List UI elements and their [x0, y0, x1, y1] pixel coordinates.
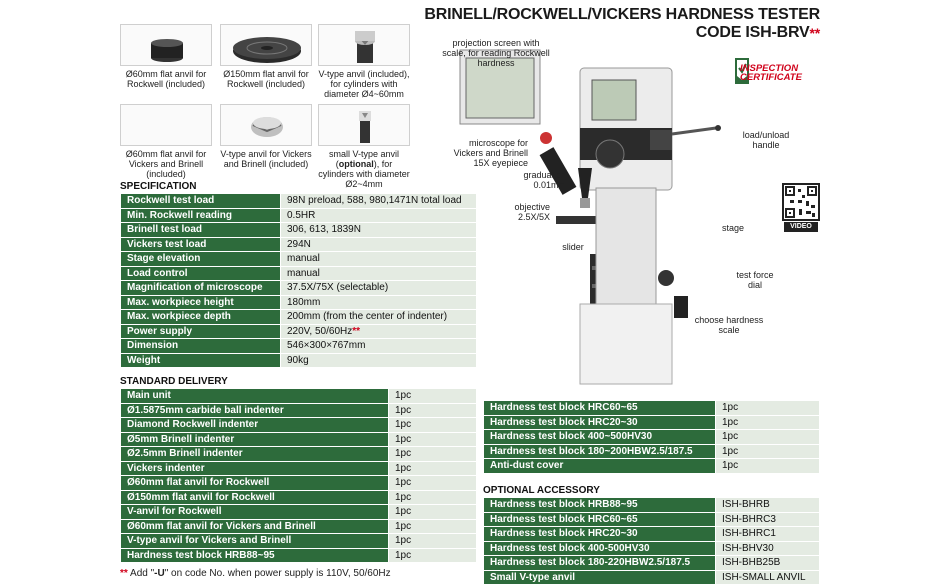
row-value	[716, 527, 820, 542]
table-row	[121, 223, 477, 238]
optional-accessory-heading: OPTIONAL ACCESSORY	[483, 485, 600, 496]
table-row	[121, 476, 477, 491]
anvil-card	[318, 104, 410, 189]
row-label: Ø60mm flat anvil for Rockwell	[121, 476, 389, 491]
qr-code-icon[interactable]	[782, 183, 820, 221]
row-value-text: ISH-BHRC1	[722, 528, 776, 540]
row-value-text: 1pc	[722, 416, 739, 428]
table-row	[484, 556, 820, 571]
row-value-text: manual	[287, 253, 320, 265]
table-row	[121, 505, 477, 520]
row-value-text: 1pc	[395, 549, 412, 561]
row-label: Hardness test block HRC60~65	[484, 401, 716, 416]
microscope-callout: microscope for Vickers and Brinell 15X eyepiece	[453, 138, 528, 168]
row-value-text: 220V, 50/60Hz	[287, 325, 353, 337]
standard-delivery-table	[120, 388, 477, 563]
row-label: Ø60mm flat anvil for Vickers and Brinell	[121, 519, 389, 534]
table-row	[121, 432, 477, 447]
row-value	[389, 461, 477, 476]
standard-delivery-table-continued	[483, 400, 820, 474]
slider-callout: slider	[562, 242, 584, 252]
row-value-text: 1pc	[722, 402, 739, 414]
table-row	[121, 403, 477, 418]
hardness-tester-image	[430, 38, 730, 388]
table-row	[121, 324, 477, 339]
row-label: Stage elevation	[121, 252, 281, 267]
row-value	[716, 512, 820, 527]
row-value-text: 1pc	[395, 433, 412, 445]
row-value	[389, 519, 477, 534]
row-value	[389, 534, 477, 549]
row-value-text: 180mm	[287, 296, 321, 308]
row-value	[389, 548, 477, 563]
table-row	[121, 461, 477, 476]
row-value	[716, 444, 820, 459]
table-row	[121, 266, 477, 281]
row-label: Hardness test block HRC60~65	[484, 512, 716, 527]
table-row	[484, 415, 820, 430]
row-value	[716, 541, 820, 556]
table-row	[484, 570, 820, 585]
video-badge[interactable]: VIDEO	[784, 222, 818, 232]
row-value-text: ISH-BHRC3	[722, 513, 776, 525]
row-label: Dimension	[121, 339, 281, 354]
row-label: Magnification of microscope	[121, 281, 281, 296]
table-row	[121, 548, 477, 563]
table-row	[121, 310, 477, 325]
anvil-card	[220, 24, 312, 89]
row-value-text: 1pc	[722, 460, 739, 472]
row-label: Hardness test block 400~500HV30	[484, 430, 716, 445]
optional-accessory-table	[483, 497, 820, 585]
row-value-text: 1pc	[395, 520, 412, 532]
row-value	[389, 389, 477, 404]
row-value-text: 98N preload, 588, 980,1471N total load	[287, 195, 462, 207]
row-label: Vickers test load	[121, 237, 281, 252]
row-label: Diamond Rockwell indenter	[121, 418, 389, 433]
title-mark: **	[809, 25, 820, 41]
row-value-text: 37.5X/75X (selectable)	[287, 282, 389, 294]
v-type-anvil-vickers-image	[220, 104, 312, 146]
inspection-certificate-text: INSPECTION CERTIFICATE	[740, 63, 802, 83]
table-row	[484, 541, 820, 556]
table-row	[121, 281, 477, 296]
small-v-type-anvil-image	[318, 104, 410, 146]
page-title	[424, 6, 820, 42]
row-value	[389, 418, 477, 433]
row-label: Hardness test block HRB88~95	[121, 548, 389, 563]
table-row	[121, 389, 477, 404]
row-mark: **	[352, 325, 361, 337]
table-row	[484, 459, 820, 474]
row-value	[716, 459, 820, 474]
table-row	[484, 430, 820, 445]
row-value-text: 0.5HR	[287, 209, 316, 221]
row-value	[389, 505, 477, 520]
row-value-text: 1pc	[395, 477, 412, 489]
table-row	[121, 534, 477, 549]
row-value-text: ISH-BHRB	[722, 499, 770, 511]
row-label: Hardness test block HRC20~30	[484, 527, 716, 542]
graduation-callout: graduation 0.01mm	[523, 170, 566, 190]
row-label: Small V-type anvil	[484, 570, 716, 585]
anvil-caption: small V-type anvil (optional), for cylinders with diameter Ø2~4mm	[318, 149, 410, 189]
anvil-card	[120, 24, 212, 89]
table-row	[121, 295, 477, 310]
row-value-text: manual	[287, 267, 320, 279]
load-unload-callout: load/unload handle	[742, 130, 790, 150]
row-label: Ø5mm Brinell indenter	[121, 432, 389, 447]
row-value	[716, 556, 820, 571]
row-value	[716, 401, 820, 416]
row-label: Rockwell test load	[121, 194, 281, 209]
row-label: Max. workpiece depth	[121, 310, 281, 325]
row-label: Hardness test block HRC20~30	[484, 415, 716, 430]
table-row	[121, 237, 477, 252]
table-row	[121, 447, 477, 462]
choose-scale-callout: choose hardness scale	[694, 315, 764, 335]
projection-screen-callout: projection screen with scale, for reading Rockwell hardness	[442, 38, 550, 68]
row-label: Power supply	[121, 324, 281, 339]
row-value	[716, 498, 820, 513]
row-value	[389, 490, 477, 505]
title-line-1: BRINELL/ROCKWELL/VICKERS HARDNESS TESTER	[424, 6, 820, 23]
row-value-text: 1pc	[395, 491, 412, 503]
row-label: V-type anvil for Vickers and Brinell	[121, 534, 389, 549]
table-row	[121, 418, 477, 433]
row-value-text: 1pc	[395, 404, 412, 416]
anvil-card	[220, 104, 312, 169]
row-label: V-anvil for Rockwell	[121, 505, 389, 520]
title-line-2: CODE ISH-BRV**	[695, 24, 820, 41]
row-label: Ø1.5875mm carbide ball indenter	[121, 403, 389, 418]
row-value-text: ISH-SMALL ANVIL	[722, 571, 806, 583]
row-value	[389, 447, 477, 462]
anvil-card	[318, 24, 410, 99]
row-value-text: 1pc	[395, 462, 412, 474]
stage-callout: stage	[722, 223, 745, 233]
table-row	[121, 490, 477, 505]
row-value-text: 1pc	[395, 419, 412, 431]
row-value-text: 1pc	[722, 431, 739, 443]
table-row	[121, 519, 477, 534]
row-value-text: 1pc	[395, 448, 412, 460]
anvil-caption: Ø60mm flat anvil for Vickers and Brinell (included)	[125, 149, 207, 179]
large-flat-anvil-image	[220, 24, 312, 66]
row-value	[389, 476, 477, 491]
table-row	[484, 527, 820, 542]
row-value	[389, 403, 477, 418]
footnote-mark: **	[120, 568, 128, 579]
objective-callout: objective 2.5X/5X	[514, 202, 550, 222]
row-value-text: 294N	[287, 238, 311, 250]
row-label: Anti-dust cover	[484, 459, 716, 474]
anvil-card	[120, 104, 212, 179]
row-value	[716, 415, 820, 430]
table-row	[484, 512, 820, 527]
row-label: Load control	[121, 266, 281, 281]
standard-delivery-heading: STANDARD DELIVERY	[120, 376, 228, 387]
table-row	[484, 401, 820, 416]
test-force-callout: test force dial	[736, 270, 774, 290]
table-row	[121, 339, 477, 354]
row-label: Hardness test block HRB88~95	[484, 498, 716, 513]
row-value	[389, 432, 477, 447]
row-value	[716, 570, 820, 585]
table-row	[121, 208, 477, 223]
anvil-caption: V-type anvil for Vickers and Brinell (included)	[220, 149, 312, 169]
footnote: ** Add "-U" on code No. when power supply is 110V, 50/60Hz	[120, 568, 391, 579]
row-label: Hardness test block 400-500HV30	[484, 541, 716, 556]
anvil-caption: Ø60mm flat anvil for Rockwell (included)	[125, 69, 207, 89]
row-label: Max. workpiece height	[121, 295, 281, 310]
row-value-text: 1pc	[395, 535, 412, 547]
table-row	[484, 444, 820, 459]
row-label: Hardness test block 180-220HBW2.5/187.5	[484, 556, 716, 571]
flat-anvil-image	[120, 24, 212, 66]
specification-heading: SPECIFICATION	[120, 181, 197, 192]
row-value	[716, 430, 820, 445]
table-row	[121, 194, 477, 209]
table-row	[121, 252, 477, 267]
table-row	[484, 498, 820, 513]
row-value-text: ISH-BHB25B	[722, 557, 781, 569]
row-value-text: 200mm (from the center of indenter)	[287, 311, 448, 323]
anvil-caption: V-type anvil (included), for cylinders with diameter Ø4~60mm	[318, 69, 410, 99]
flat-anvil-vickers-image	[120, 104, 212, 146]
row-label: Ø2.5mm Brinell indenter	[121, 447, 389, 462]
row-label: Vickers indenter	[121, 461, 389, 476]
row-value-text: 1pc	[395, 390, 412, 402]
row-value-text: 1pc	[722, 445, 739, 457]
specification-table	[120, 193, 477, 368]
row-label: Weight	[121, 353, 281, 368]
row-label: Brinell test load	[121, 223, 281, 238]
row-label: Min. Rockwell reading	[121, 208, 281, 223]
row-value-text: 306, 613, 1839N	[287, 224, 361, 236]
row-value-text: 546×300×767mm	[287, 340, 366, 352]
v-type-anvil-image	[318, 24, 410, 66]
anvil-caption: Ø150mm flat anvil for Rockwell (included)	[223, 69, 309, 89]
row-value-text: 90kg	[287, 354, 309, 366]
row-value-text: 1pc	[395, 506, 412, 518]
row-label: Ø150mm flat anvil for Rockwell	[121, 490, 389, 505]
row-label: Main unit	[121, 389, 389, 404]
row-value-text: ISH-BHV30	[722, 542, 774, 554]
row-label: Hardness test block 180~200HBW2.5/187.5	[484, 444, 716, 459]
table-row	[121, 353, 477, 368]
